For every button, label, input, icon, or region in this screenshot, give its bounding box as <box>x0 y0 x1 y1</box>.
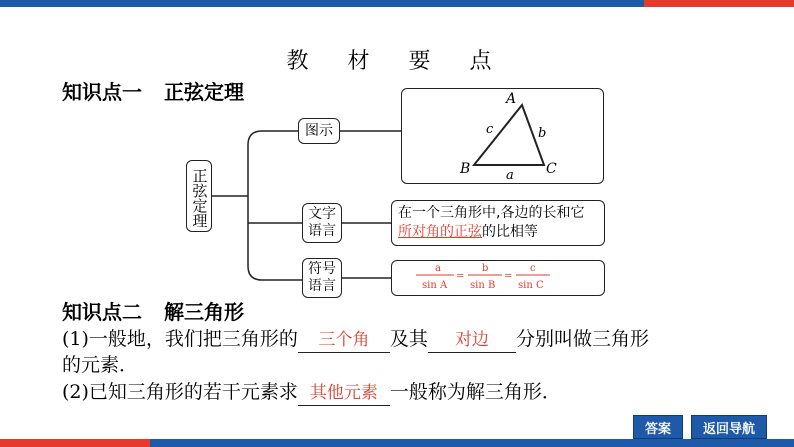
formula-num2: b <box>482 263 489 274</box>
side-a: a <box>506 168 514 182</box>
para1-blank2: 对边 <box>428 328 516 353</box>
text-language-part2: 的比相等 <box>482 224 538 240</box>
triangle-frame <box>401 88 604 184</box>
answer-button[interactable]: 答案 <box>633 415 683 439</box>
formula-den2: sin B <box>470 280 496 291</box>
page-title: 教 材 要 点 <box>286 49 508 74</box>
side-b: b <box>538 126 547 141</box>
vertex-B: B <box>460 161 471 177</box>
text-language-frame <box>391 200 605 246</box>
mindmap-root: 正弦定理 <box>186 160 212 232</box>
kp1-name: 正弦定理 <box>164 80 244 104</box>
node-symbol-language <box>302 258 342 298</box>
vertex-C: C <box>546 161 557 177</box>
text-language-red: 所对角的正弦 <box>398 224 482 240</box>
sine-law-formula <box>392 261 604 295</box>
formula-eq1: = <box>456 271 465 282</box>
formula-frame <box>391 260 605 296</box>
para1-suffix: 分别叫做三角形 <box>515 328 649 350</box>
formula-num1: a <box>435 263 441 274</box>
vertex-A: A <box>506 91 517 107</box>
kp2-name: 解三角形 <box>164 300 244 324</box>
knowledge-point-2 <box>62 296 244 325</box>
para2-prefix: (2)已知三角形的若干元素求 <box>62 381 298 403</box>
para1-blank1: 三个角 <box>298 328 390 353</box>
kp1-label: 知识点一 <box>62 80 142 104</box>
formula-num3: c <box>530 263 536 274</box>
para1-mid: 及其 <box>389 328 428 350</box>
triangle-figure <box>402 89 602 182</box>
bottom-bar <box>0 439 794 447</box>
back-nav-button[interactable]: 返回导航 <box>691 415 767 439</box>
paragraph-2 <box>62 380 561 406</box>
formula-eq2: = <box>504 271 513 282</box>
node-text-label: 文字语言 <box>308 206 336 239</box>
para2-blank: 其他元素 <box>298 381 390 406</box>
node-text-language <box>302 203 342 243</box>
formula-den3: sin C <box>518 280 544 291</box>
formula-den1: sin A <box>422 280 448 291</box>
node-symbol-label: 符号语言 <box>308 261 336 294</box>
paragraph-1 <box>62 327 649 353</box>
bottom-bar-accent <box>0 439 150 447</box>
text-language-part1: 在一个三角形中,各边的长和它 <box>398 205 585 221</box>
side-c: c <box>486 122 494 137</box>
node-diagram: 图示 <box>298 118 340 144</box>
paragraph-1-cont: 的元素． <box>62 354 139 376</box>
kp2-label: 知识点二 <box>62 300 142 324</box>
para2-suffix: 一般称为解三角形． <box>389 381 561 403</box>
para1-prefix: (1)一般地，我们把三角形的 <box>62 328 298 350</box>
